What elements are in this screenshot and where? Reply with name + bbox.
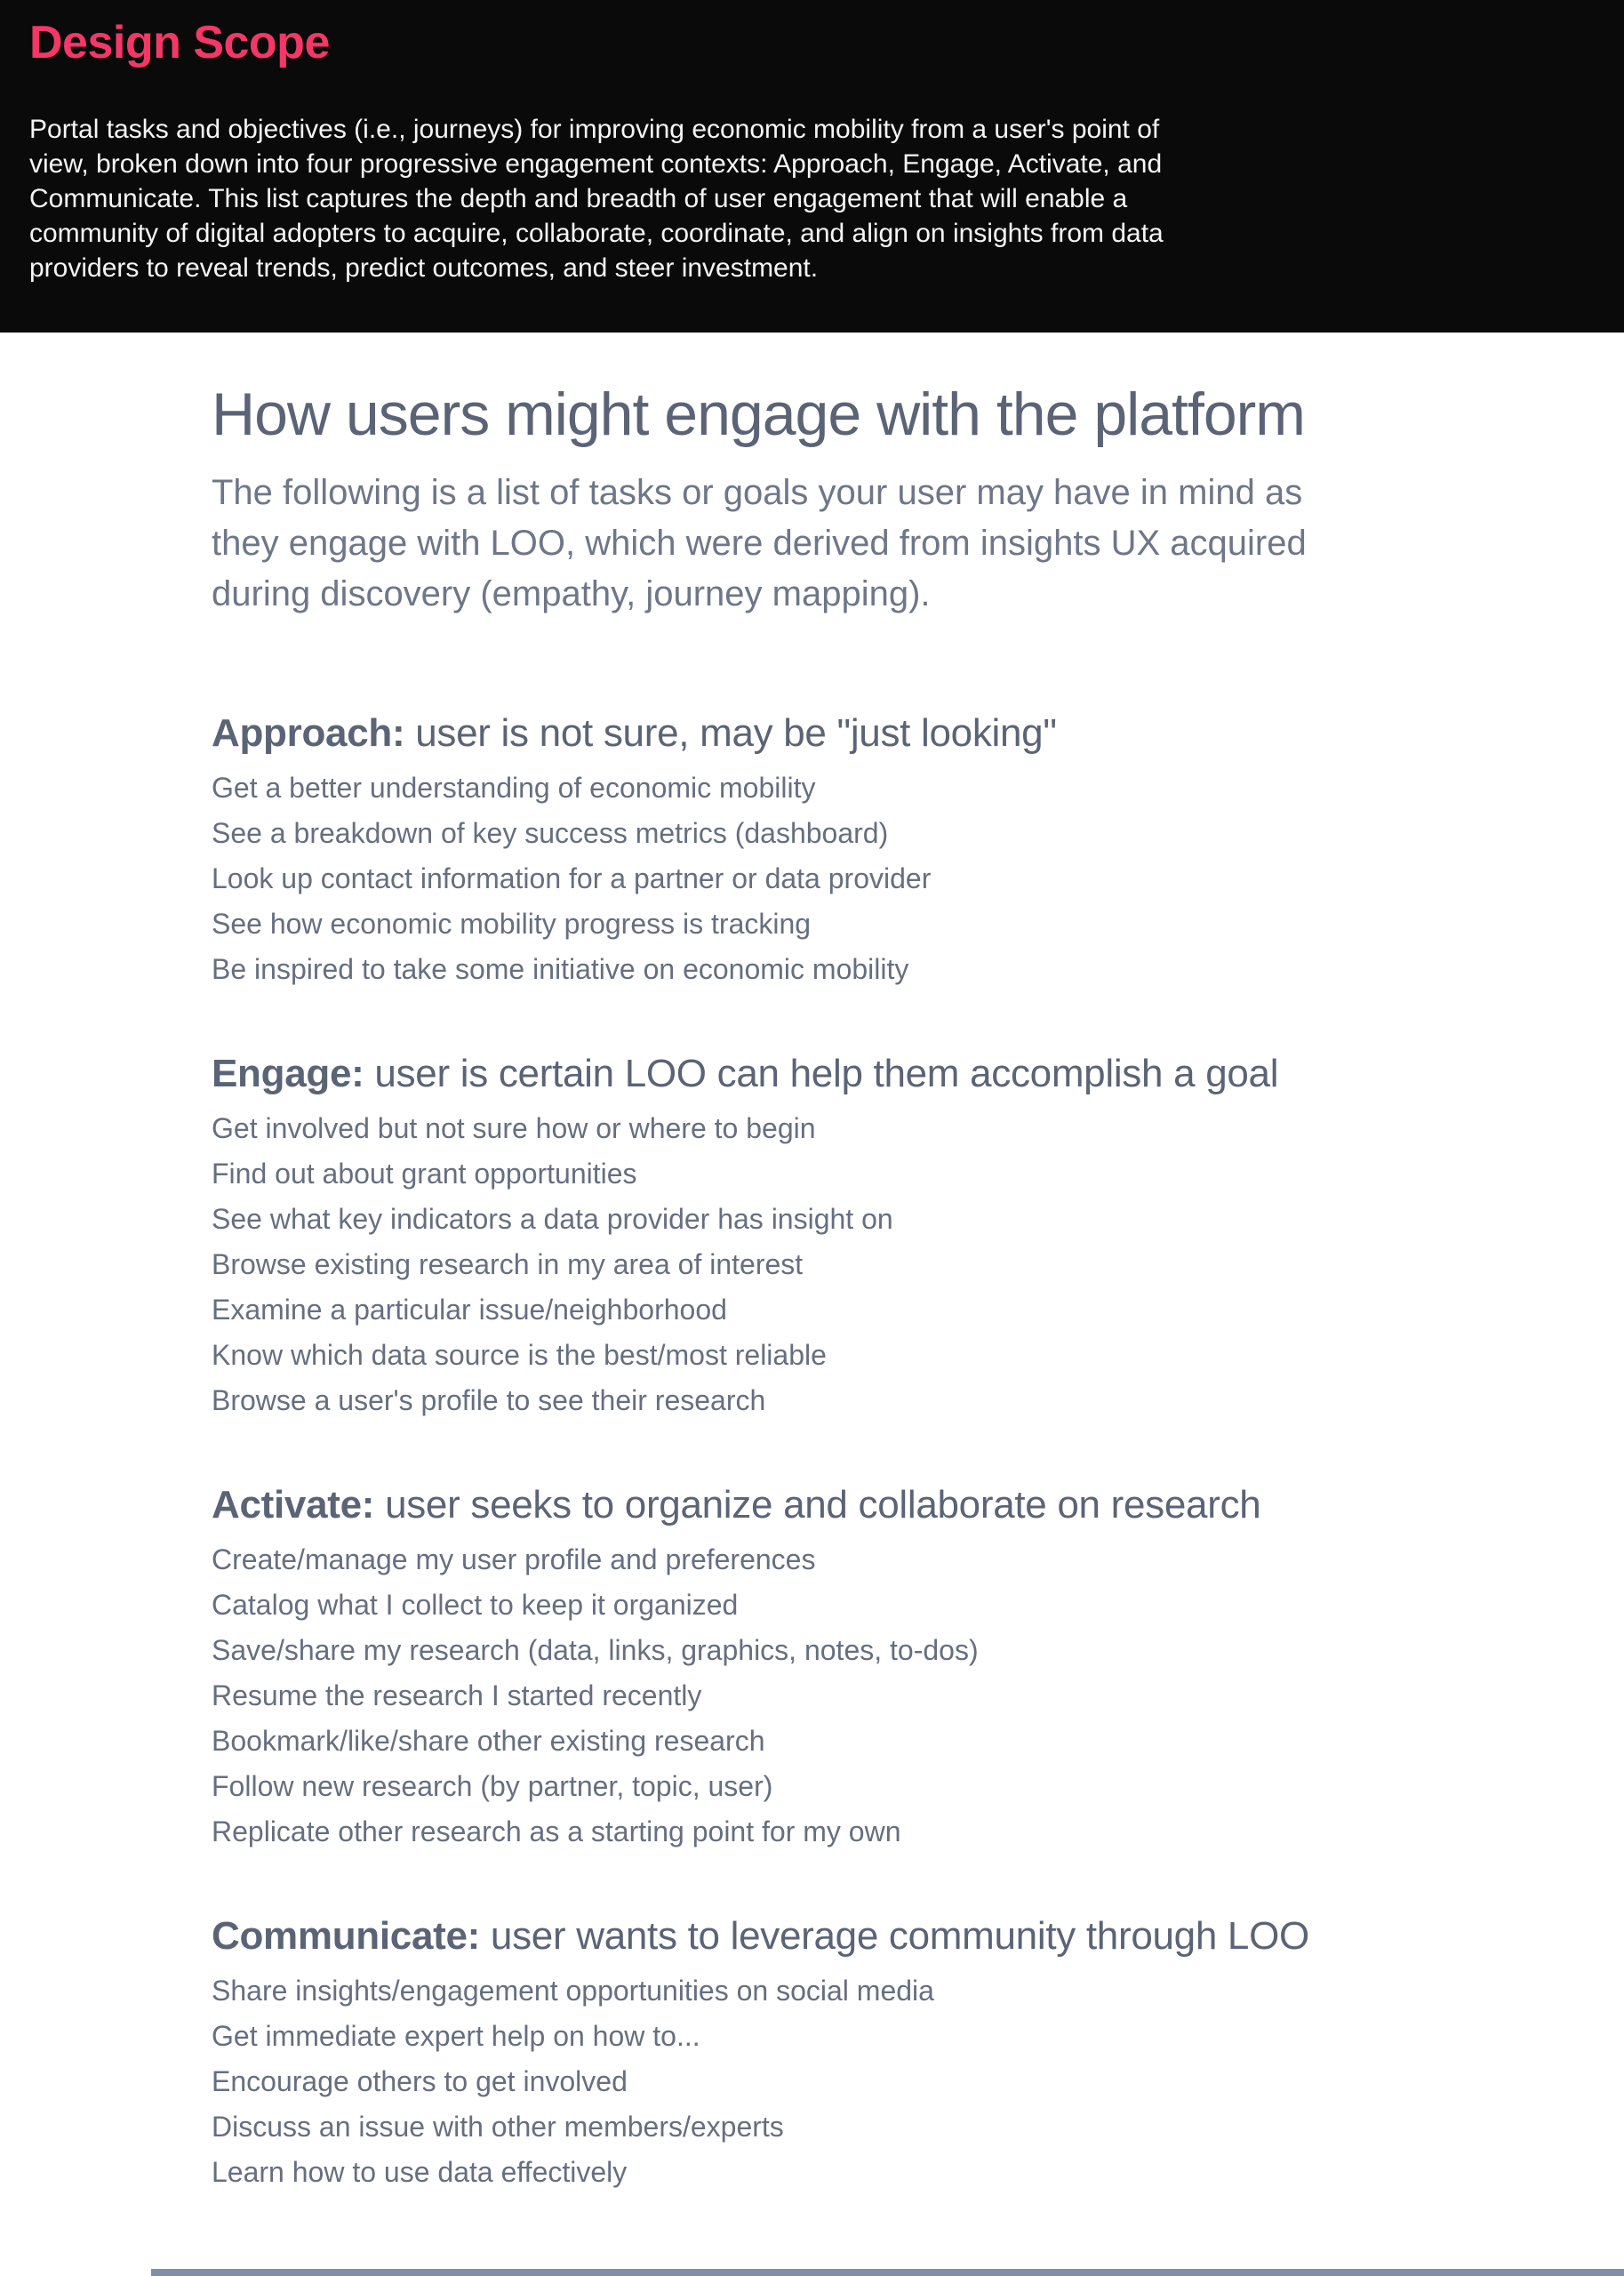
- list-item: Resume the research I started recently: [212, 1679, 702, 1711]
- list-item: See a breakdown of key success metrics (dashboard): [212, 817, 889, 849]
- list-item: Know which data source is the best/most reliable: [212, 1339, 827, 1371]
- section-activate-label: Activate:: [212, 1483, 375, 1527]
- main-subtitle-line: they engage with LOO, which were derived from insights UX acquired: [212, 524, 1307, 563]
- header-description-line: Communicate. This list captures the depth and breadth of user engagement that will enable a: [29, 184, 1128, 213]
- list-item: Replicate other research as a starting point for my own: [212, 1815, 901, 1847]
- main-subtitle: [212, 468, 1571, 620]
- page-title: Design Scope: [29, 17, 330, 68]
- list-item: Create/manage my user profile and preferences: [212, 1543, 816, 1575]
- main-heading: How users might engage with the platform: [212, 381, 1305, 448]
- main-subtitle-line: during discovery (empathy, journey mapping).: [212, 574, 931, 613]
- section-engage: [212, 1049, 1571, 1423]
- main-subtitle-line: The following is a list of tasks or goals your user may have in mind as: [212, 473, 1303, 512]
- list-item: Catalog what I collect to keep it organized: [212, 1589, 739, 1621]
- list-item: Follow new research (by partner, topic, user): [212, 1770, 773, 1802]
- section-approach-tagline: user is not sure, may be "just looking": [404, 711, 1057, 755]
- list-item: Encourage others to get involved: [212, 2065, 628, 2097]
- header-description-line: community of digital adopters to acquire, collaborate, coordinate, and align on insights from data: [29, 219, 1164, 248]
- list-item: Get involved but not sure how or where to begin: [212, 1112, 816, 1144]
- section-approach-heading: [212, 709, 1571, 758]
- list-item: Look up contact information for a partner or data provider: [212, 862, 932, 894]
- section-engage-label: Engage:: [212, 1052, 364, 1095]
- list-item: Discuss an issue with other members/experts: [212, 2111, 784, 2143]
- list-item: Save/share my research (data, links, graphics, notes, to-dos): [212, 1634, 979, 1666]
- header-description-line: providers to reveal trends, predict outcomes, and steer investment.: [29, 253, 819, 283]
- list-item: Get a better understanding of economic mobility: [212, 772, 816, 804]
- list-item: Learn how to use data effectively: [212, 2156, 628, 2188]
- header-band: [0, 0, 1624, 333]
- header-description-line: Portal tasks and objectives (i.e., journeys) for improving economic mobility from a user's point of: [29, 115, 1160, 144]
- footer-bar: [151, 2269, 1624, 2276]
- list-item: Browse a user's profile to see their research: [212, 1384, 766, 1416]
- section-approach: [212, 709, 1571, 992]
- header-description: [29, 112, 1588, 285]
- section-engage-items: [212, 1106, 1571, 1423]
- section-activate: [212, 1480, 1571, 1855]
- section-activate-tagline: user seeks to organize and collaborate on research: [374, 1483, 1261, 1527]
- section-engage-heading: [212, 1049, 1571, 1099]
- list-item: See how economic mobility progress is tracking: [212, 908, 812, 940]
- section-communicate-heading: [212, 1911, 1571, 1961]
- section-activate-items: [212, 1537, 1571, 1855]
- section-activate-heading: [212, 1480, 1571, 1530]
- list-item: See what key indicators a data provider has insight on: [212, 1203, 893, 1235]
- header-description-line: view, broken down into four progressive engagement contexts: Approach, Engage, Activate, and: [29, 149, 1163, 179]
- section-engage-tagline: user is certain LOO can help them accomplish a goal: [364, 1052, 1279, 1095]
- list-item: Find out about grant opportunities: [212, 1158, 637, 1190]
- section-communicate: [212, 1911, 1571, 2195]
- section-approach-items: [212, 765, 1571, 992]
- list-item: Examine a particular issue/neighborhood: [212, 1294, 727, 1326]
- section-approach-label: Approach:: [212, 711, 405, 755]
- section-communicate-tagline: user wants to leverage community through LOO: [480, 1914, 1309, 1958]
- section-communicate-label: Communicate:: [212, 1914, 480, 1958]
- list-item: Browse existing research in my area of interest: [212, 1248, 804, 1280]
- list-item: Bookmark/like/share other existing research: [212, 1725, 765, 1757]
- list-item: Be inspired to take some initiative on economic mobility: [212, 953, 909, 985]
- list-item: Get immediate expert help on how to...: [212, 2020, 700, 2052]
- section-communicate-items: [212, 1968, 1571, 2195]
- main-content: [0, 333, 1624, 2195]
- list-item: Share insights/engagement opportunities on social media: [212, 1975, 934, 2007]
